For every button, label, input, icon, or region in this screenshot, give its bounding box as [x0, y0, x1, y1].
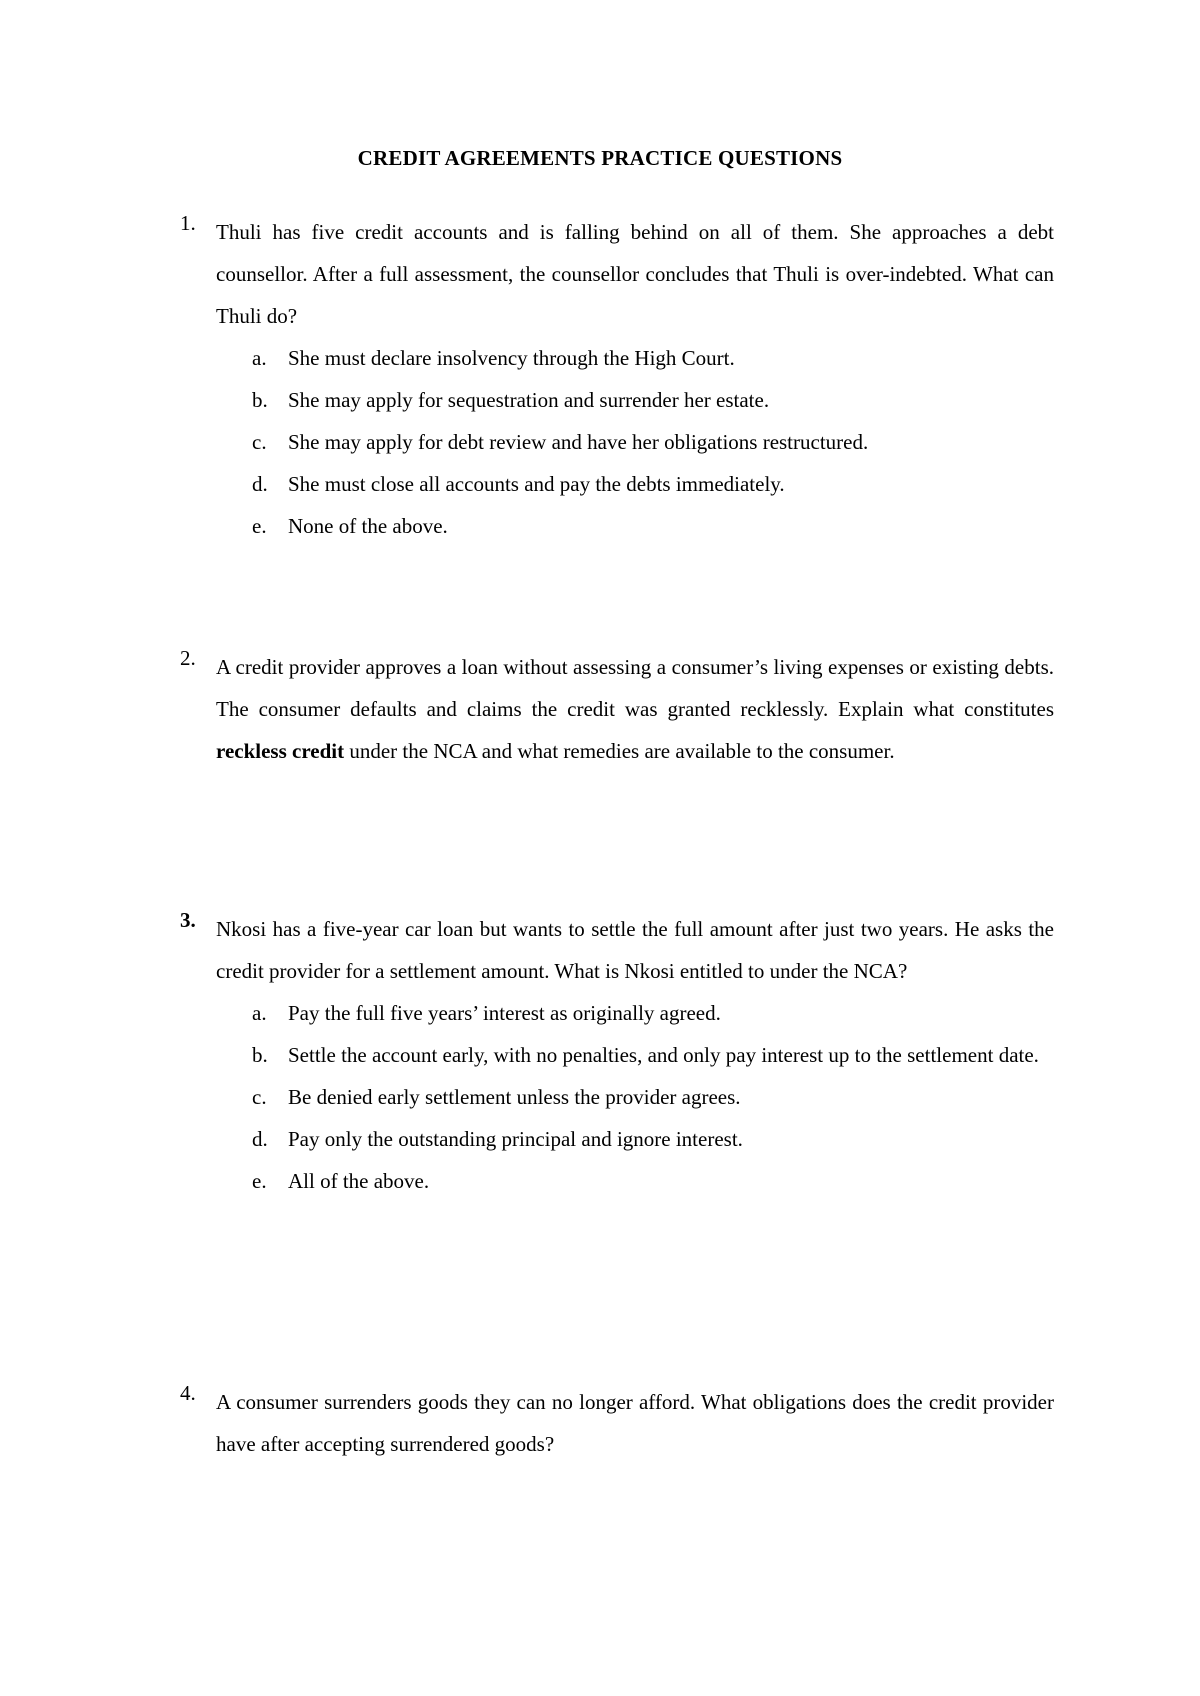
- option-letter: c.: [252, 1085, 267, 1109]
- option-letter: c.: [252, 430, 267, 454]
- question-body: [216, 908, 1054, 1202]
- question-number: 3.: [180, 908, 196, 932]
- option-e: [216, 1160, 1054, 1202]
- option-list: [216, 992, 1054, 1202]
- question-stem: Thuli has five credit accounts and is falling behind on all of them. She approaches a debt counsellor. After a full assessment, the counsellor concludes that Thuli is over-indebted. What can Thuli do?: [216, 220, 1054, 328]
- option-letter: a.: [252, 346, 267, 370]
- option-text: She must declare insolvency through the High Court.: [288, 346, 735, 370]
- option-b: [216, 379, 1054, 421]
- question-body: [216, 211, 1054, 547]
- question-number: 2.: [180, 646, 196, 670]
- question-stem: A consumer surrenders goods they can no longer afford. What obligations does the credit provider have after accepting surrendered goods?: [216, 1390, 1054, 1456]
- option-a: [216, 337, 1054, 379]
- option-text: She may apply for debt review and have her obligations restructured.: [288, 430, 869, 454]
- question-body: [216, 1381, 1054, 1465]
- option-letter: a.: [252, 1001, 267, 1025]
- option-b: [216, 1034, 1054, 1076]
- question-number: 1.: [180, 211, 196, 235]
- document-title: CREDIT AGREEMENTS PRACTICE QUESTIONS: [357, 146, 843, 170]
- question-number: 4.: [180, 1381, 196, 1405]
- option-letter: d.: [252, 1127, 268, 1151]
- option-c: [216, 421, 1054, 463]
- option-letter: d.: [252, 472, 268, 496]
- option-letter: b.: [252, 388, 268, 412]
- option-text: Be denied early settlement unless the provider agrees.: [288, 1085, 741, 1109]
- option-text: None of the above.: [288, 514, 448, 538]
- option-letter: e.: [252, 1169, 267, 1193]
- option-text: She must close all accounts and pay the debts immediately.: [288, 472, 785, 496]
- option-text: She may apply for sequestration and surrender her estate.: [288, 388, 770, 412]
- option-list: [216, 337, 1054, 547]
- option-text: Settle the account early, with no penalties, and only pay interest up to the settlement date.: [288, 1043, 1039, 1067]
- option-text: All of the above.: [288, 1169, 430, 1193]
- stem-text-before: A credit provider approves a loan without assessing a consumer’s living expenses or existing debts. The consumer defaults and claims the credit was granted recklessly. Explain what constitutes: [216, 655, 1054, 721]
- option-text: Pay the full five years’ interest as originally agreed.: [288, 1001, 721, 1025]
- stem-text-after: under the NCA and what remedies are available to the consumer.: [344, 739, 895, 763]
- option-text: Pay only the outstanding principal and ignore interest.: [288, 1127, 743, 1151]
- option-letter: b.: [252, 1043, 268, 1067]
- option-d: [216, 1118, 1054, 1160]
- question-body: [216, 646, 1054, 772]
- question-stem: [216, 646, 1054, 772]
- stem-bold-term: reckless credit: [216, 739, 345, 763]
- option-c: [216, 1076, 1054, 1118]
- question-stem: Nkosi has a five-year car loan but wants to settle the full amount after just two years. He asks the credit provider for a settlement amount. What is Nkosi entitled to under the NCA?: [216, 917, 1054, 983]
- option-e: [216, 505, 1054, 547]
- option-d: [216, 463, 1054, 505]
- option-letter: e.: [252, 514, 267, 538]
- option-a: [216, 992, 1054, 1034]
